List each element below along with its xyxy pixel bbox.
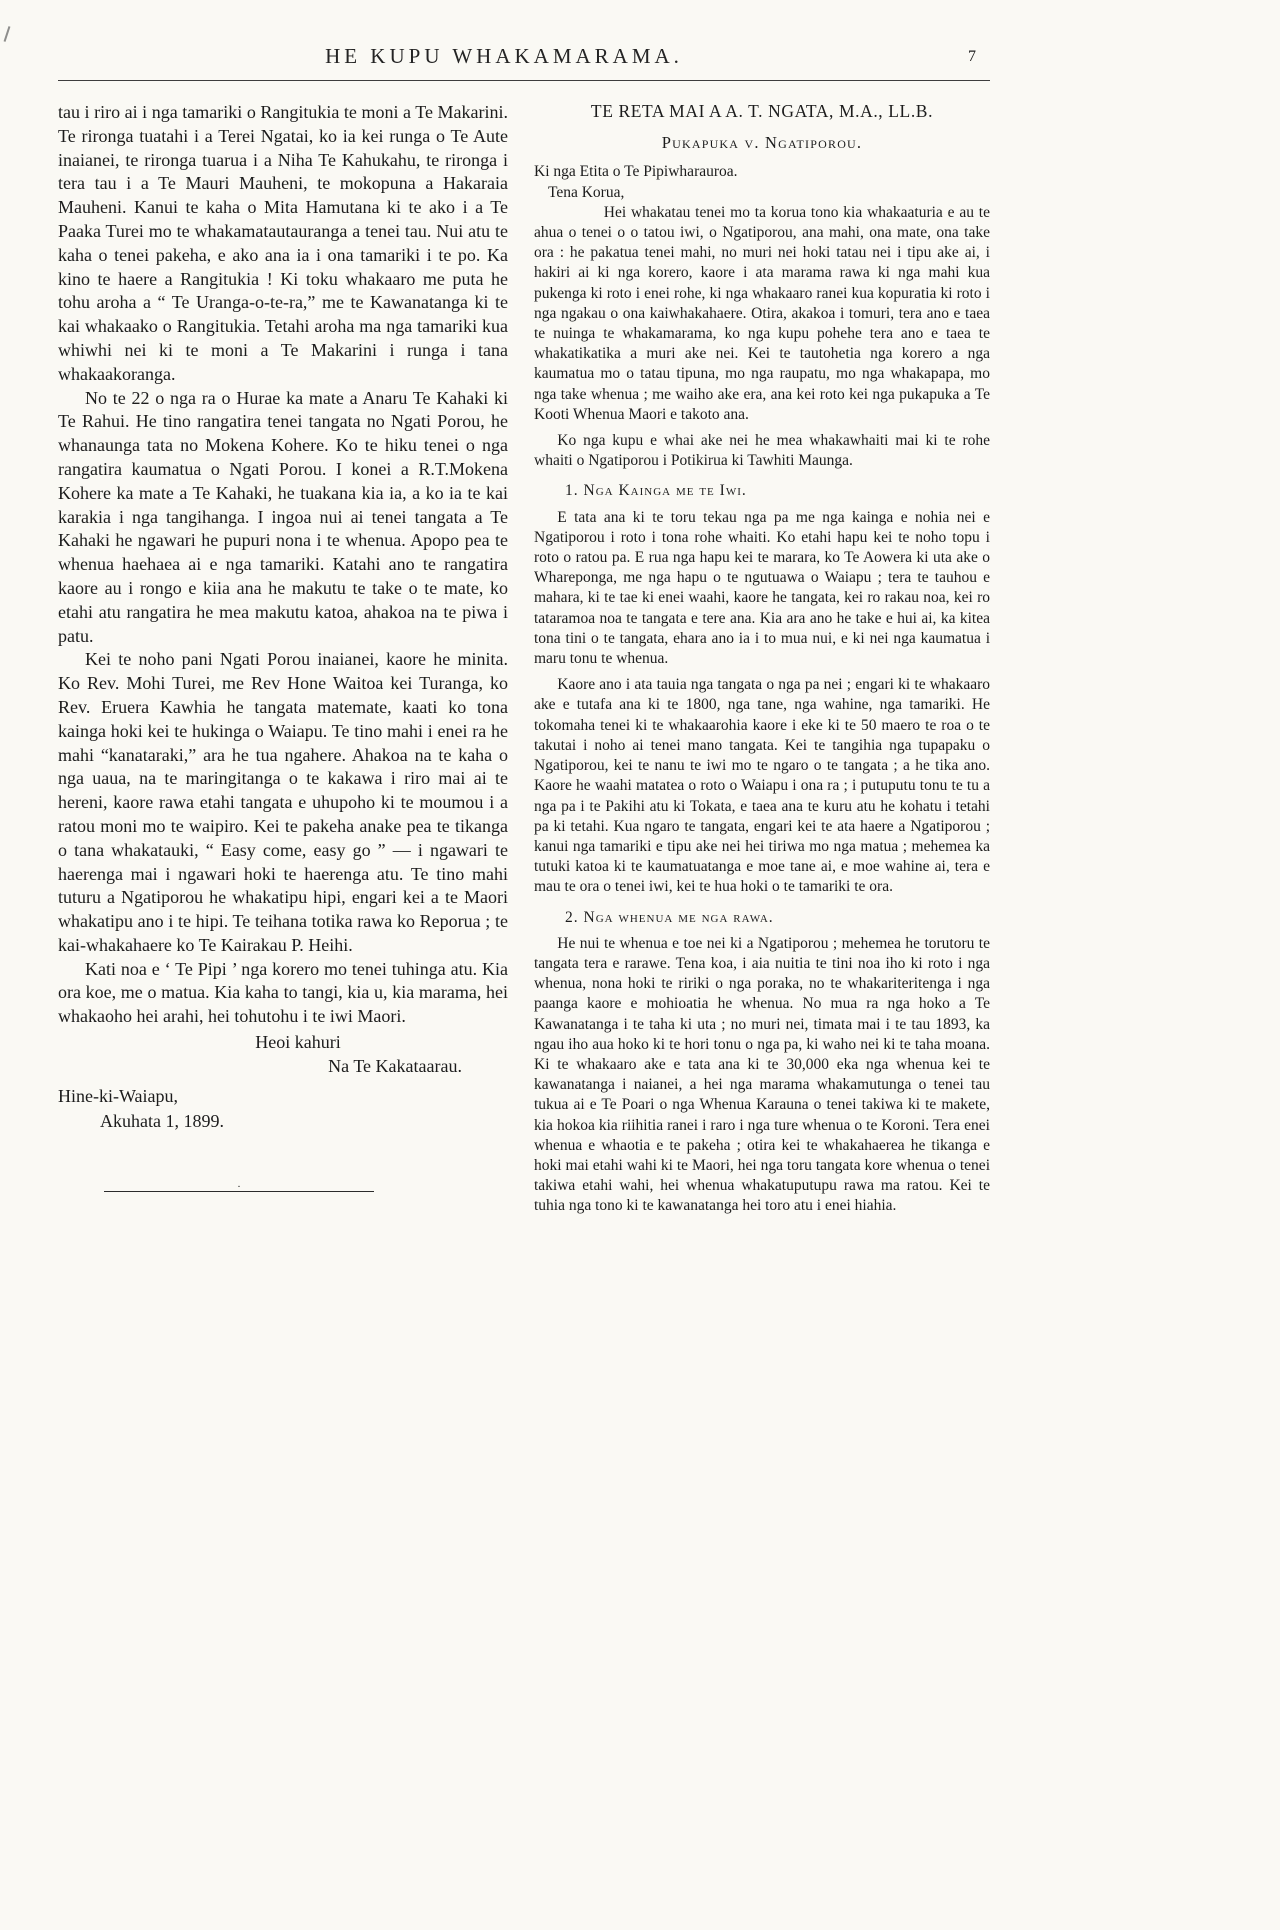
- paragraph: Hei whakatau tenei mo ta korua tono kia whakaaturia e au te ahua o tenei o o tatou iwi, o Ngatiporou, ana mahi, ona mate, ona take ora : he pakatua tenei mahi, no muri nei hoki tatau nei i tipu ake ai, i hakiri ai ki nga korero, kaore i ata marama rawa ki nga mahi kua pukenga ki roto i enei rohe, ki nga whakaaro ranei kua kopuratia ki roto i nga ngakau o ona kaiwhakahaere. Otira, akakoa i tomuri, tera ano e taea te nuinga te whakamarama, ko nga kupu pohehe tera ano e taea te whakatikatika a muri ake nei. Kei te tautohetia nga korero a nga kaumatua mo o tatau tipuna, mo nga raupatu, mo nga whakapapa, mo nga take whenua ; me waiho ake era, ana kei roto kei nga pukapuka a Te Kooti Whenua Maori e takoto ana.: [534, 203, 990, 423]
- closing-word: Heoi kahuri: [255, 1032, 341, 1053]
- page-number: 7: [968, 48, 976, 65]
- letter-title: TE RETA MAI A A. T. NGATA, M.A., LL.B.: [590, 101, 934, 121]
- scan-artifact: [4, 26, 11, 42]
- ornament-dot: .: [237, 1178, 241, 1191]
- paragraph: No te 22 o nga ra o Hurae ka mate a Anaru Te Kahaki ki Te Rahui. He tino rangatira tenei tangata no Ngati Porou, he whanaunga tata no Mokena Kohere. Ko te hiku tenei o nga rangatira kaumatua o Ngati Porou. I konei a R.T.Mokena Kohere ka mate a Te Kahaki, he tuakana kia ia, a ko ia te kai karakia i nga tangihanga. I ingoa nui ai tenei tangata a Te Kahaki he ngawari he pupuri nona i te whenua. Apopo pea te whenua haehaea ai e nga tamariki. Katahi ano te rangatira kaore au i rongo e kiia ana he makutu te take o te mate, ko etahi atu rangatira he mea makutu katoa, ahakoa na te piwa i patu.: [58, 387, 508, 646]
- paragraph: Ko nga kupu e whai ake nei he mea whakawhaiti mai ki te rohe whaiti o Ngatiporou i Potikirua ki Tawhiti Maunga.: [534, 432, 990, 470]
- header-rule: [58, 80, 990, 81]
- place-line: Hine-ki-Waiapu,: [58, 1085, 179, 1106]
- section-heading-2: 2. Nga whenua me nga rawa.: [565, 908, 774, 926]
- letter-subtitle: Pukapuka v. Ngatiporou.: [661, 133, 863, 153]
- signature: Na Te Kakataarau.: [328, 1055, 462, 1076]
- end-rule: [104, 1191, 374, 1192]
- text-columns: [58, 101, 990, 1217]
- section-end-ornament: [104, 1180, 374, 1192]
- left-column: [58, 101, 508, 1217]
- masthead-title: HE KUPU WHAKAMARAMA.: [325, 44, 683, 68]
- paragraph: tau i riro ai i nga tamariki o Rangitukia te moni a Te Makarini. Te rironga tuatahi i a Terei Ngatai, ko ia kei runga o Te Aute inaianei, te rironga tuarua i a Niha Te Kahukahu, te rironga i tera tau i a Te Mauri Mauheni, te mokopuna a Hakaraia Mauheni. Kanui te kaha o Mita Hamutana ki te ako i a Te Paaka Turei mo te whakamatautauranga a tenei tau. Nui atu te kaha o tenei pakeha, e ako ana ia i ona tamariki i te po. Ka kino te haere a Rangitukia ! Ki toku whakaaro me puta he tohu aroha a “ Te Uranga-o-te-ra,” me te Kawanatanga ki te kai whakaako o Rangitukia. Tetahi aroha ma nga tamariki kua whiwhi nei ki te moni a Te Makarini i runga i tana whakaakoranga.: [58, 102, 508, 384]
- paragraph: He nui te whenua e toe nei ki a Ngatiporou ; mehemea he torutoru te tangata tera e rarawe. Tena koa, i aia nuitia te tini noa iho ki roto i nga whenua, nona hoki te ririki o nga poraka, no te whakariteritenga i nga paanga kaore e mohioatia he whenua. No mua ra nga hoko a Te Kawanatanga i te taha ki uta ; no muri nei, timata mai i te tau 1893, ka ngau iho aua hoko ki te hori tonu o nga pa, ki waho nei ki te taha moana. Ki te whakaaro ake e tata ana ki te 30,000 eka nga whenua kei te kawanatanga i naianei, a hei nga marama whakamutunga o tenei tau tukua ai e Te Poari o nga Whenua Karauna o tenei takiwa ki te makete, kia hokoa kia riihitia ranei i raro i nga ture whenua o te Koroni. Tera enei whenua e whaotia e te pakeha ; otira kei te whakahaerea he tikanga e hoki mai etahi wahi ki te Maori, hei nga toru tangata kore whenua o tenei takiwa etahi wahi, hei whenua whakatuputupu rawa ma ratou. Kei te tuhia nga tono ki te kawanatanga hei toro atu i enei hiahia.: [534, 934, 990, 1215]
- paragraph: Kati noa e ‘ Te Pipi ’ nga korero mo tenei tuhinga atu. Kia ora koe, me o matua. Kia kaha to tangi, kia u, kia marama, hei whakaoho hei arahi, hei tohutohu i te iwi Maori.: [58, 958, 508, 1027]
- page-header: [58, 44, 990, 76]
- salutation: Tena Korua,: [547, 183, 625, 201]
- address-line: Ki nga Etita o Te Pipiwharauroa.: [534, 163, 738, 181]
- date-line: Akuhata 1, 1899.: [100, 1111, 224, 1132]
- right-column: [534, 101, 990, 1217]
- paragraph: Kaore ano i ata tauia nga tangata o nga pa nei ; engari ki te whakaaro ake e tutafa ana ki te 1800, nga tane, nga wahine, nga tamariki. He tokomaha tenei ki te whakaarohia kaore i eke ki te 50 maero te roa o te takutai i noho ai tenei mano tangata. Kei te tangihia nga tupapaku o Ngatiporou, kei te nanu te iwi mo te ngaro o te tangata ; a he tika ano. Kaore he waahi matatea o roto o Waiapu i ona ra ; i putuputu tonu te tu a nga pa i te Pakihi atu ki Tokata, e taea ana te kuru atu he kohatu i tetahi pa ki tetahi. Kua ngaro te tangata, engari kei te ata haere a Ngatiporou ; kanui nga tamariki e tipu ake nei hei tiriwa mo nga matua ; mehemea ka tutuki katoa ki te kaumatuatanga e moe tane ai, e moe wahine ai, tera e mau te ora o tenei iwi, kei te hua hoki o te tamariki te ora.: [534, 676, 990, 896]
- paragraph: E tata ana ki te toru tekau nga pa me nga kainga e nohia nei e Ngatiporou i roto i tona rohe whaiti. Ko etahi hapu kei te noho topu i roto o ratou pa. E rua nga hapu kei te marara, ko Te Aowera ki uta ake o Whareponga, me nga hapu o te ngutuawa o Waiapu ; tera te tauhou e mahara, ki te tae ki enei waahi, kaore he tangata, kei ro rakau noa, kei ro tataramoa noa te tangata e tere ana. Kia ara ano he take e hui ai, ka kitea tona tini o te tangata, ehara ano ia i to mua nui, e ki nei nga kaumatua i maru tonu te whenua.: [534, 508, 990, 668]
- section-heading-1: 1. Nga Kainga me te Iwi.: [565, 482, 747, 500]
- newspaper-page: [58, 44, 990, 1217]
- paragraph: Kei te noho pani Ngati Porou inaianei, kaore he minita. Ko Rev. Mohi Turei, me Rev Hone Waitoa kei Turanga, ko Rev. Eruera Kawhia he tangata matemate, kaati ko tona kainga hoki kei te hukinga o Waiapu. Te tino mahi i enei ra he mahi “kanataraki,” ara he tua ngahere. Ahakoa na te kaha o nga uaua, na te maringitanga o te kakawa i riro mai ai te hereni, kaore rawa etahi tangata e uhupoho ki te moumou i a ratou moni mo te waipiro. Kei te pakeha anake pea te tikanga o tana whakatauki, “ Easy come, easy go ” — i ngawari te haerenga mai i ngawari hoki te haerenga atu. Te tino mahi tuturu a Ngatiporou he whakatipu hipi, engari kei a te Maori whakatipu ano i te hipi. Te teihana totika rawa ko Reporua ; te kai-whakahaere ko Te Kairakau P. Heihi.: [58, 649, 508, 955]
